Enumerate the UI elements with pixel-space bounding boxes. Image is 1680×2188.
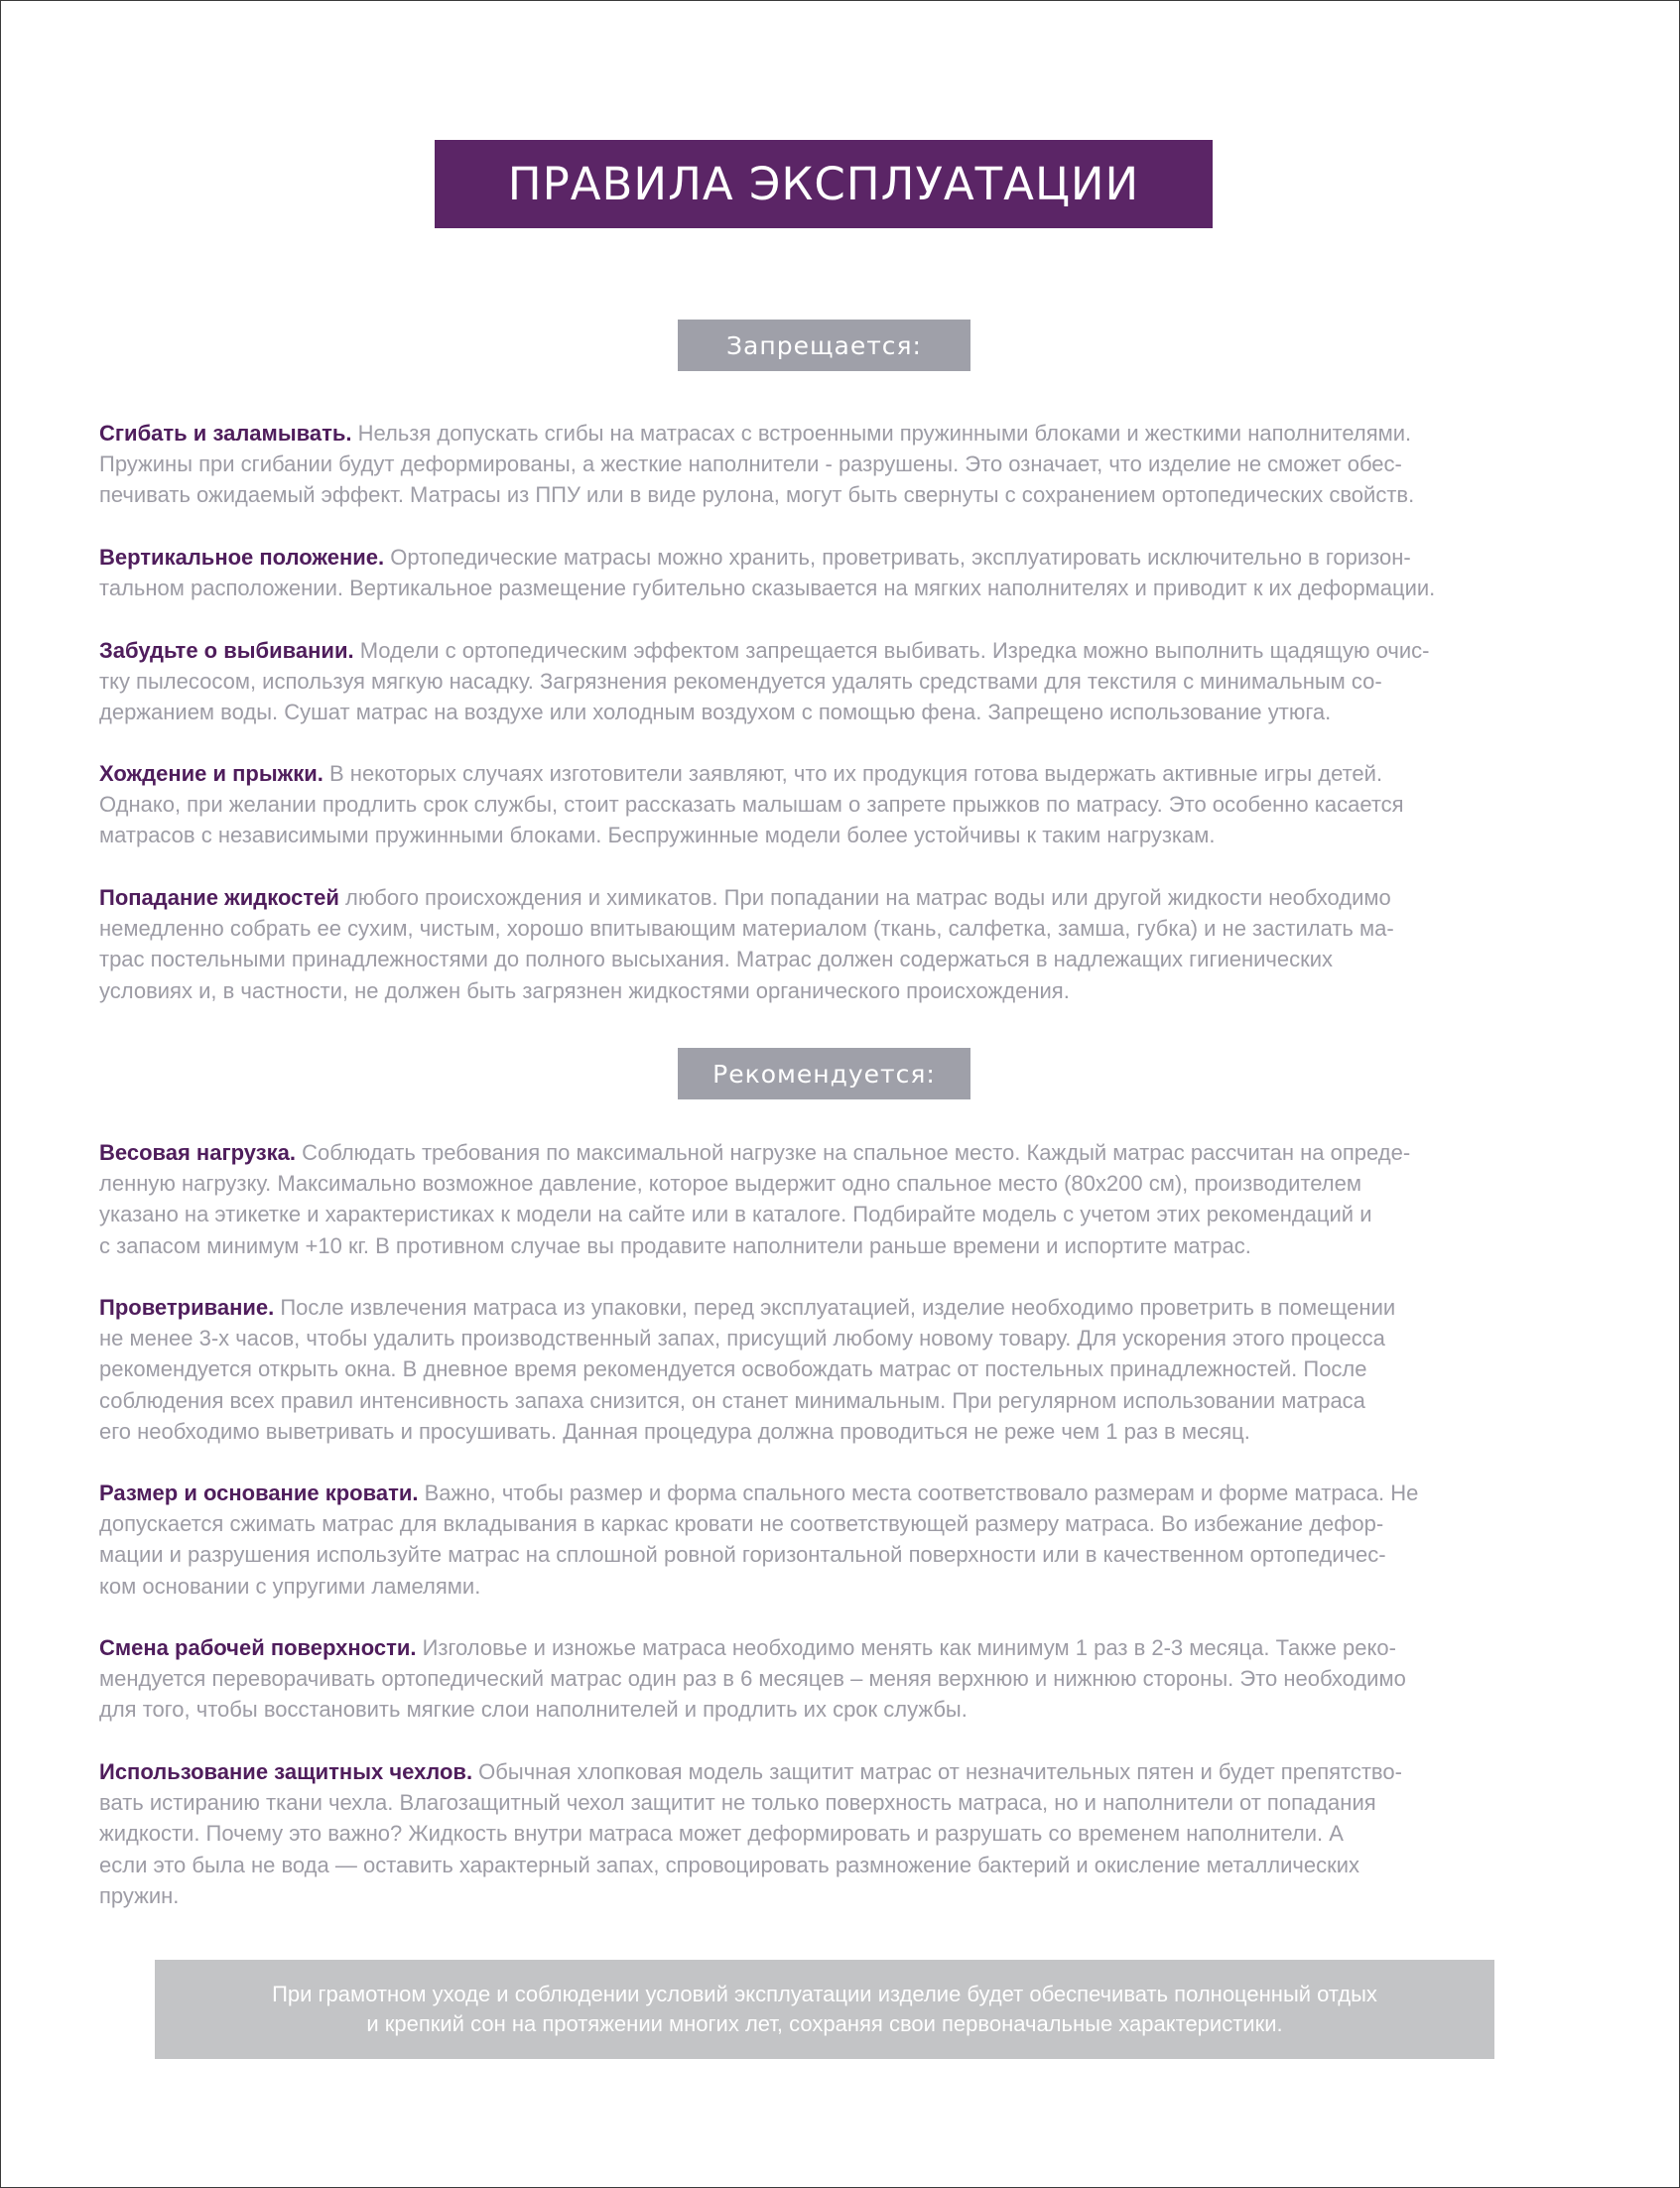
rule-paragraph bbox=[99, 418, 1578, 511]
rule-paragraph bbox=[99, 635, 1578, 728]
rule-text: Модели с ортопедическим эффектом запрещается выбивать. Изредка можно выполнить щадящую очис- тку пылесосом, используя мягкую насадку. Загрязнения рекомендуется удалять средствами для текстиля с минимальным со- держанием воды. Сушат матрас на воздухе или холодным воздухом с помощью фена. Запрещено использование утюга. bbox=[99, 638, 1430, 725]
section-heading-forbidden: Запрещается: bbox=[678, 320, 970, 371]
recommendation-paragraph bbox=[99, 1292, 1578, 1447]
rule-paragraph bbox=[99, 758, 1578, 851]
rule-text: В некоторых случаях изготовители заявляют, что их продукция готова выдержать активные игры детей. Однако, при желании продлить срок службы, стоит рассказать малышам о запрете прыжков по матрасу. Это особенно касается матрасов с независимыми пружинными блоками. Беспружинные модели более устойчивы к таким нагрузкам. bbox=[99, 761, 1404, 848]
recommendation-title: Проветривание. bbox=[99, 1295, 275, 1320]
recommendation-title: Смена рабочей поверхности. bbox=[99, 1635, 417, 1660]
recommendation-title: Использование защитных чехлов. bbox=[99, 1759, 473, 1784]
rule-paragraph bbox=[99, 882, 1578, 1006]
recommendation-title: Размер и основание кровати. bbox=[99, 1480, 419, 1505]
recommendation-paragraph bbox=[99, 1756, 1578, 1911]
recommendation-paragraph bbox=[99, 1137, 1578, 1261]
rule-title: Вертикальное положение. bbox=[99, 545, 385, 570]
rule-text: Ортопедические матрасы можно хранить, проветривать, эксплуатировать исключительно в горизон- тальном расположении. Вертикальное размещение губительно сказывается на мягких наполнителях и приводит к их деформации. bbox=[99, 545, 1436, 601]
recommendation-text: Соблюдать требования по максимальной нагрузке на спальное место. Каждый матрас рассчитан на опреде- ленную нагрузку. Максимально возможное давление, которое выдержит одно спальное место (80x200 см), производителем указано на этикетке и характеристиках к модели на сайте или в каталоге. Подбирайте модель с учетом этих рекомендаций и с запасом минимум +10 кг. В противном случае вы продавите наполнители раньше времени и испортите матрас. bbox=[99, 1140, 1411, 1258]
rule-title: Попадание жидкостей bbox=[99, 885, 339, 910]
rule-title: Сгибать и заламывать. bbox=[99, 421, 352, 446]
rule-title: Хождение и прыжки. bbox=[99, 761, 323, 786]
recommendation-paragraph bbox=[99, 1632, 1578, 1726]
recommendation-paragraph bbox=[99, 1478, 1578, 1602]
section-heading-recommended: Рекомендуется: bbox=[678, 1048, 970, 1099]
rule-text: Нельзя допускать сгибы на матрасах с встроенными пружинными блоками и жесткими наполнителями. Пружины при сгибании будут деформированы, а жесткие наполнители - разрушены. Это означает, что изделие не сможет обес- печивать ожидаемый эффект. Матрасы из ППУ или в виде рулона, могут быть свернуты с сохранением ортопедических свойств. bbox=[99, 421, 1415, 508]
rule-paragraph bbox=[99, 542, 1578, 603]
recommendation-title: Весовая нагрузка. bbox=[99, 1140, 296, 1165]
page-title: ПРАВИЛА ЭКСПЛУАТАЦИИ bbox=[435, 140, 1213, 228]
recommendation-text: Важно, чтобы размер и форма спального места соответствовало размерам и форме матраса. Не допускается сжимать матрас для вкладывания в каркас кровати не соответствующей размеру матраса. Во избежание дефор- мации и разрушения используйте матрас на сплошной ровной горизонтальной поверхности или в качественном ортопедичес- ком основании с упругими ламелями. bbox=[99, 1480, 1419, 1599]
recommendation-text: Обычная хлопковая модель защитит матрас от незначительных пятен и будет препятство- вать истиранию ткани чехла. Влагозащитный чехол защитит не только поверхность матраса, но и наполнители от попадания жидкости. Почему это важно? Жидкость внутри матраса может деформировать и разрушать со временем наполнители. А если это была не вода — оставить характерный запах, спровоцировать размножение бактерий и окисление металлических пружин. bbox=[99, 1759, 1402, 1908]
rule-text: любого происхождения и химикатов. При попадании на матрас воды или другой жидкости необходимо немедленно собрать ее сухим, чистым, хорошо впитывающим материалом (ткань, салфетка, замша, губка) и не застилать ма- трас постельными принадлежностями до полного высыхания. Матрас должен содержаться в надлежащих гигиенических условиях и, в частности, не должен быть загрязнен жидкостями органического происхождения. bbox=[99, 885, 1394, 1003]
rule-title: Забудьте о выбивании. bbox=[99, 638, 354, 663]
footer-note: При грамотном уходе и соблюдении условий эксплуатации изделие будет обеспечивать полноценный отдых и крепкий сон на протяжении многих лет, сохраняя свои первоначальные характеристики. bbox=[155, 1960, 1494, 2059]
recommendation-text: Изголовье и изножье матраса необходимо менять как минимум 1 раз в 2-3 месяца. Также реко- мендуется переворачивать ортопедический матрас один раз в 6 месяцев – меняя верхнюю и нижнюю стороны. Это необходимо для того, чтобы восстановить мягкие слои наполнителей и продлить их срок службы. bbox=[99, 1635, 1406, 1723]
recommendation-text: После извлечения матраса из упаковки, перед эксплуатацией, изделие необходимо проветрить в помещении не менее 3-х часов, чтобы удалить производственный запах, присущий любому новому товару. Для ускорения этого процесса рекомендуется открыть окна. В дневное время рекомендуется освобождать матрас от постельных принадлежностей. После соблюдения всех правил интенсивность запаха снизится, он станет минимальным. При регулярном использовании матраса его необходимо выветривать и просушивать. Данная процедура должна проводиться не реже чем 1 раз в месяц. bbox=[99, 1295, 1396, 1444]
